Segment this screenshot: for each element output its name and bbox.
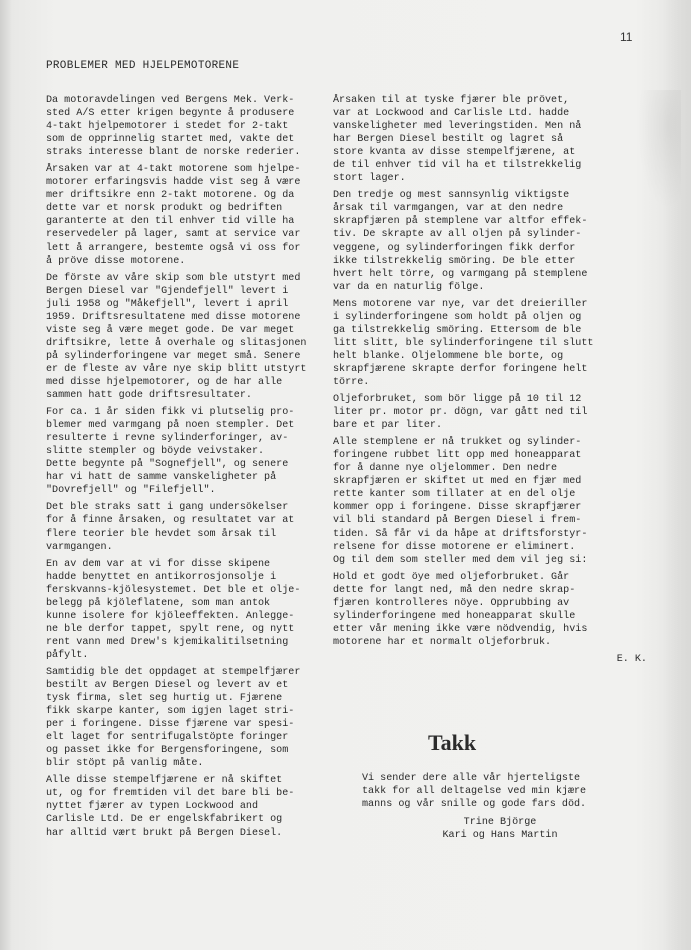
text-line: viste seg å være meget gode. De var meget [46, 324, 295, 336]
text-line: Carlisle Ltd. De er engelskfabrikert og [46, 814, 283, 826]
text-line: garanterte at den til enhver tid ville ha [46, 216, 295, 228]
text-line: og passet ikke for Bergensforingene, som [46, 745, 289, 757]
takk-line: takk for all deltagelse ved min kjære [362, 786, 587, 798]
text-line: ikke tilstrekkelig smöring. De ble etter [333, 255, 576, 267]
text-line: driftsikre, lette å overhale og slitasjonen [46, 337, 307, 349]
text-line: skrapfjærene skrapte derfor foringene helt [333, 363, 588, 375]
text-line: flere teorier ble hevdet som årsak til [46, 528, 277, 540]
text-line: fjæren kontrolleres nöye. Opprubbing av [333, 597, 570, 609]
right-column [333, 94, 655, 666]
right-column-paragraph [333, 189, 655, 293]
text-line: Da motoravdelingen ved Bergens Mek. Verk- [46, 95, 295, 106]
text-line: som de opprinnelig startet med, vakte det [46, 134, 295, 146]
text-line: motorene har et normalt oljeforbruk. [333, 636, 552, 648]
text-line: Bergen Diesel var "Gjendefjell" levert i [46, 285, 289, 297]
text-line: Dette begynte på "Sognefjell", og senere [46, 459, 289, 471]
text-line: påfylt. [46, 649, 89, 661]
text-line: törre. [333, 376, 370, 388]
text-line: har vi hatt de samme vanskeligheter på [46, 472, 277, 484]
text-line: med disse hjelpemotorer, og de har alle [46, 376, 283, 388]
text-line: ga tilstrekkelig smöring. Ettersom de ble [333, 324, 582, 336]
text-line: mer driftsikre enn 2-takt motorene. Og da [46, 190, 295, 202]
text-line: resulterte i revne sylinderforinger, av- [46, 433, 289, 445]
left-column-paragraph [46, 666, 346, 770]
text-line: veggene, og sylinderforingen fikk derfor [333, 242, 576, 254]
text-line: Alle disse stempelfjærene er nå skiftet [46, 775, 283, 787]
text-line: årsak til varmgangen, var at den nedre [333, 203, 564, 215]
text-line: Og til dem som steller med dem vil jeg si: [333, 554, 588, 566]
page-edge-shadow-left [0, 0, 12, 950]
text-line: å pröve disse motorene. [46, 255, 186, 267]
text-line: elt laget for sentrifugalstöpte foringer [46, 732, 289, 744]
text-line: reservedeler på lager, samt at service var [46, 229, 301, 241]
text-line: belegg på kjöleflatene, som man antok [46, 597, 271, 609]
text-line: Den tredje og mest sannsynlig viktigste [333, 190, 570, 202]
text-line: juli 1958 og "Måkefjell", levert i april [46, 298, 289, 310]
text-line: nyttet fjærer av typen Lockwood and [46, 801, 259, 813]
text-line: kunne isolere for kjöleeffekten. Anlegge- [46, 610, 295, 622]
text-line: Mens motorene var nye, var det dreieriller [333, 298, 588, 310]
text-line: sted A/S etter krigen begynte å produsere [46, 108, 295, 120]
text-line: helt blanke. Oljelommene ble borte, og [333, 350, 564, 362]
article-heading: PROBLEMER MED HJELPEMOTORENE [46, 60, 240, 72]
text-line: er de fleste av våre nye skip blitt utstyrt [46, 363, 307, 375]
text-line: litt slitt, ble sylinderforingene til slutt [333, 337, 594, 349]
author-initials: E. K. [616, 653, 647, 665]
text-line: Alle stemplene er nå trukket og sylinder- [333, 437, 582, 449]
text-line: relsene for disse motorene er eliminert. [333, 541, 576, 553]
text-line: Hold et godt öye med oljeforbruket. Går [333, 571, 570, 583]
text-line: Årsaken var at 4-takt motorene som hjelpe- [46, 164, 301, 176]
text-line: liter pr. motor pr. dögn, var gått ned til [333, 407, 588, 419]
text-line: tiden. Så får vi da håpe at driftsforstyr- [333, 528, 588, 540]
text-line: bare et par liter. [333, 420, 443, 432]
text-line: vil bli standard på Bergen Diesel i frem- [333, 515, 582, 527]
text-line: per i foringene. Disse fjærene var spesi- [46, 719, 295, 731]
signature-line: Trine Björge [463, 817, 537, 828]
text-line: stort lager. [333, 173, 406, 185]
text-line: Samtidig ble det oppdaget at stempelfjærer [46, 666, 301, 678]
text-line: dette for langt ned, må den nedre skrap- [333, 584, 576, 596]
left-column-paragraph [46, 94, 346, 159]
right-column-paragraph [333, 393, 655, 432]
text-line: store kvanta av disse stempelfjærene, at [333, 147, 576, 159]
text-line: blir stöpt på vanlig måte. [46, 758, 204, 770]
text-line: hvert helt törre, og varmgang på stemplene [333, 268, 588, 280]
text-line: sammen hatt gode driftsresultater. [46, 390, 252, 402]
text-line: vanskeligheter med leveringstiden. Men nå [333, 121, 582, 133]
text-line: rette kanter som tillater at en del olje [333, 489, 576, 501]
text-line: var at Lockwood and Carlisle Ltd. hadde [333, 108, 570, 120]
text-line: tysk firma, slet seg hurtig ut. Fjærene [46, 693, 283, 705]
signature-line: Kari og Hans Martin [442, 830, 558, 842]
page-number: 11 [620, 30, 633, 44]
left-column-paragraph [46, 558, 346, 662]
text-line: Årsaken til at tyske fjærer ble prövet, [333, 95, 570, 106]
left-column-paragraph [46, 163, 346, 267]
text-line: Oljeforbruket, som bör ligge på 10 til 12 [333, 394, 582, 406]
text-line: sylinderforingene med honeapparat skulle [333, 610, 576, 622]
text-line: ne ble derfor tappet, spylt rene, og nytt [46, 623, 295, 635]
left-column-paragraph [46, 272, 346, 402]
text-line: skrapfjæren på stemplene var altfor effek- [333, 216, 588, 228]
text-line: for å finne årsaken, og resultatet var at [46, 515, 295, 527]
text-line: ut, og for fremtiden vil det bare bli be- [46, 788, 295, 800]
text-line: rent vann med Drew's kjemikalitilsetning [46, 636, 289, 648]
text-line: kommer opp i foringene. Disse skrapfjærer [333, 502, 582, 514]
text-line: foringene rubbet litt opp med honeapparat [333, 450, 582, 462]
left-column-paragraph [46, 774, 346, 839]
text-line: bestilt av Bergen Diesel og levert av et [46, 680, 289, 692]
left-column-paragraph [46, 501, 346, 553]
right-column-paragraph [333, 571, 655, 649]
text-line: på sylinderforingene var meget små. Senere [46, 350, 301, 362]
text-line: i sylinderforingene som holdt på oljen og [333, 311, 582, 323]
right-column-paragraph [333, 298, 655, 389]
text-line: slitte stempler og böyde veivstaker. [46, 446, 265, 458]
left-column [46, 94, 346, 844]
takk-line: Vi sender dere alle vår hjerteligste [362, 773, 581, 784]
text-line: ferskvanns-kjölesystemet. Det ble et olje- [46, 584, 301, 596]
text-line: 4-takt hjelpemotorer i stedet for 2-takt [46, 121, 289, 133]
text-line: motorer erfaringsvis hadde vist seg å være [46, 177, 301, 189]
text-line: tiv. De skrapte av all oljen på sylinder- [333, 229, 582, 241]
takk-message [362, 772, 652, 811]
text-line: har alltid vært brukt på Bergen Diesel. [46, 827, 283, 839]
text-line: etter vår mening ikke være nödvendig, hvis [333, 623, 588, 635]
takk-title: Takk [428, 730, 477, 755]
text-line: dette var et norsk produkt og bedriften [46, 203, 283, 215]
text-line: 1959. Driftsresultatene med disse motorene [46, 311, 301, 323]
text-line: "Dovrefjell" og "Filefjell". [46, 485, 216, 497]
text-line: straks interesse blant de norske rederier. [46, 147, 301, 159]
text-line: har Bergen Diesel bestilt og lagret så [333, 134, 564, 146]
takk-signature [390, 816, 610, 842]
text-line: var da en naturlig fölge. [333, 281, 485, 293]
text-line: lett å arrangere, bestemte også vi oss for [46, 242, 301, 254]
text-line: fikk skarpe kanter, som igjen laget stri- [46, 706, 295, 718]
right-column-paragraph [333, 94, 655, 185]
text-line: En av dem var at vi for disse skipene [46, 558, 271, 570]
right-column-paragraph [333, 436, 655, 566]
left-column-paragraph [46, 406, 346, 497]
text-line: Det ble straks satt i gang undersökelser [46, 502, 289, 514]
text-line: For ca. 1 år siden fikk vi plutselig pro- [46, 407, 295, 419]
text-line: de til enhver tid vil ha et tilstrekkelig [333, 160, 582, 172]
text-line: De förste av våre skip som ble utstyrt med [46, 272, 301, 284]
text-line: blemer med varmgang på noen stempler. Det [46, 420, 295, 432]
takk-line: manns og vår snille og gode fars död. [362, 799, 587, 811]
text-line: for å danne nye oljelommer. Den nedre [333, 463, 558, 475]
text-line: hadde benyttet en antikorrosjonsolje i [46, 571, 277, 583]
text-line: skrapfjæren er skiftet ut med en fjær med [333, 476, 582, 488]
text-line: varmgangen. [46, 541, 113, 553]
